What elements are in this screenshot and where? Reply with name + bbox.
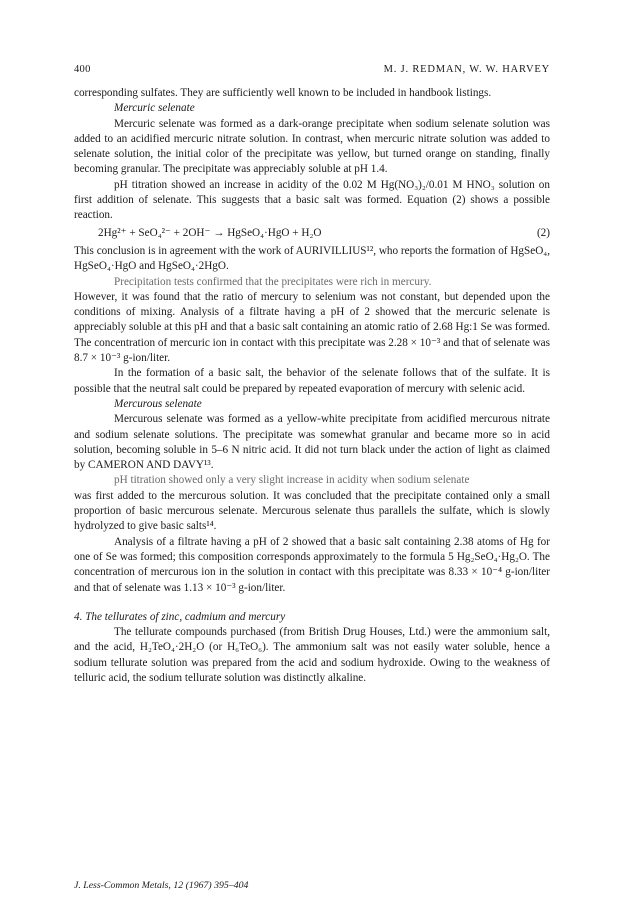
paragraph: corresponding sulfates. They are sufficiently well known to be included in handbook listings. xyxy=(74,87,492,99)
paragraph: This conclusion is in agreement with the work of AURIVILLIUS¹², who reports the formation of HgSeO₄, HgSeO₄·HgO and HgSeO₄·2HgO. xyxy=(74,244,550,273)
page xyxy=(74,64,550,686)
equation-2 xyxy=(74,226,550,241)
equation-formula: 2Hg²⁺ + SeO₄²⁻ + 2OH⁻ → HgSeO₄·HgO + H₂O xyxy=(98,226,322,239)
paragraph: Mercurous selenate was formed as a yellow-white precipitate from acidified mercurous nitrate and sodium selenate solutions. The precipitate was somewhat granular and became more so in acid solution, becoming soluble in 5–6 N nitric acid. It did not turn black under the action of light as claimed by CAMERON AND DAVY¹³. xyxy=(74,413,550,472)
running-header xyxy=(74,64,550,86)
journal-footer: J. Less-Common Metals, 12 (1967) 395–404 xyxy=(74,880,249,891)
paragraph: However, it was found that the ratio of mercury to selenium was not constant, but depended upon the conditions of mixing. Analysis of a filtrate having a pH of 2 showed that the mercuric selenate is appreciably soluble at this pH and that a basic salt containing an atomic ratio of 2.68 Hg:1 Se was formed. The concentration of mercuric ion in contact with this precipitate was 2.28 × 10⁻³ and that of selenate was 8.7 × 10⁻³ g-ion/liter. xyxy=(74,290,550,365)
subsection-heading: Mercuric selenate xyxy=(114,102,195,115)
paragraph: The tellurate compounds purchased (from British Drug Houses, Ltd.) were the ammonium salt, and the acid, H₂TeO₄·2H₂O (or H₆TeO₆). The ammonium salt was not easily water soluble, hence a sodium tellurate solution was prepared from the acid and sodium hydroxide. Owing to the weakness of telluric acid, the sodium tellurate solution was distinctly alkaline. xyxy=(74,626,550,684)
paragraph: was first added to the mercurous solution. It was concluded that the precipitate contained only a small proportion of basic mercurous selenate. Mercurous selenate thus parallels the sulfate, which is slowly hydrolyzed to give basic salts¹⁴. xyxy=(74,489,550,533)
paragraph: pH titration showed an increase in acidity of the 0.02 M Hg(NO₃)₂/0.01 M HNO₃ solution on first addition of selenate. This suggests that a basic salt was formed. Equation (2) shows a possible reaction. xyxy=(74,178,550,222)
article-body xyxy=(74,86,550,686)
paragraph: pH titration showed only a very slight increase in acidity when sodium selenate xyxy=(114,474,470,487)
paragraph: Analysis of a filtrate having a pH of 2 showed that a basic salt containing 2.38 atoms of Hg for one of Se was formed; this composition corresponds approximately to the formula 5 Hg₂SeO₄·Hg₂O. The concentration of mercurous ion in the solution in contact with this precipitate was 8.33 × 10⁻⁴ g-ion/liter and that of selenate was 1.13 × 10⁻³ g-ion/liter. xyxy=(74,535,550,594)
paragraph: In the formation of a basic salt, the behavior of the selenate follows that of the sulfate. It is possible that the neutral salt could be prepared by repeated evaporation of mercury with selenic acid. xyxy=(74,367,550,395)
equation-number: (2) xyxy=(536,226,550,239)
paragraph: Precipitation tests confirmed that the precipitates were rich in mercury. xyxy=(114,275,432,288)
section-heading: 4. The tellurates of zinc, cadmium and mercury xyxy=(74,610,286,623)
subsection-heading: Mercurous selenate xyxy=(114,397,202,410)
page-number: 400 xyxy=(74,64,91,75)
paragraph: Mercuric selenate was formed as a dark-orange precipitate when sodium selenate solution was added to an acidified mercuric nitrate solution. In contrast, when mercuric nitrate solution was added to selenate solution, the initial color of the precipitate was yellow, but turned orange on standing, finally becoming granular. The precipitate was appreciably soluble at pH 1.4. xyxy=(74,117,550,176)
running-header-authors: M. J. REDMAN, W. W. HARVEY xyxy=(383,64,550,75)
